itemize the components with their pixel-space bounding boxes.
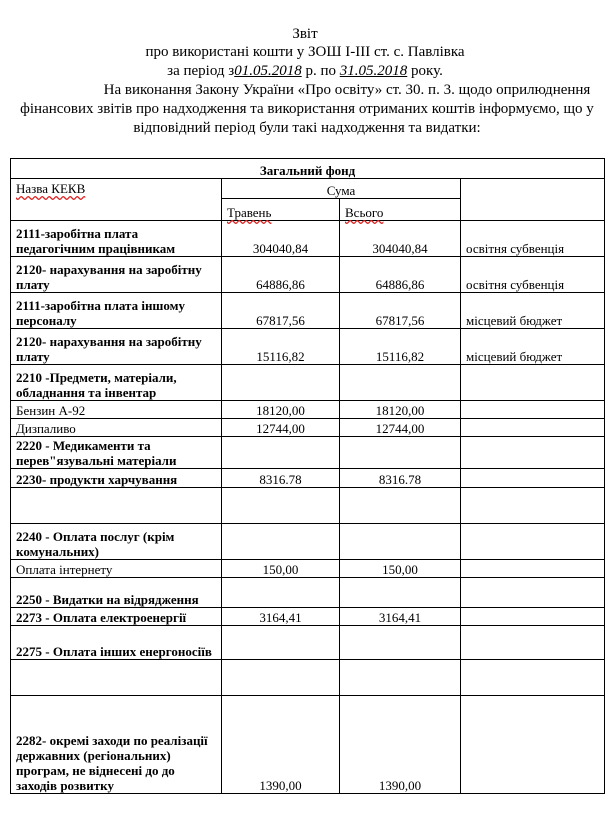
table-row <box>11 469 605 488</box>
row-total-value <box>340 488 461 524</box>
row-source <box>461 437 605 469</box>
col-header-sum: Сума <box>222 179 461 199</box>
row-total-value: 15116,82 <box>340 329 461 365</box>
row-name: 2240 - Оплата послуг (крім комунальних) <box>11 524 222 560</box>
table-row <box>11 365 605 401</box>
row-source <box>461 401 605 419</box>
row-total-value: 18120,00 <box>340 401 461 419</box>
table-row <box>11 419 605 437</box>
row-name <box>11 660 222 696</box>
row-total-value: 8316.78 <box>340 469 461 488</box>
row-total-value: 1390,00 <box>340 696 461 794</box>
row-month-value: 67817,56 <box>222 293 340 329</box>
row-month-value: 304040,84 <box>222 221 340 257</box>
row-name: 2230- продукти харчування <box>11 469 222 488</box>
table-row <box>11 293 605 329</box>
row-source: місцевий бюджет <box>461 293 605 329</box>
row-total-value: 12744,00 <box>340 419 461 437</box>
row-source <box>461 365 605 401</box>
row-source <box>461 660 605 696</box>
row-total-value <box>340 437 461 469</box>
col-header-total: Всього <box>340 199 461 221</box>
row-source <box>461 608 605 626</box>
row-source <box>461 469 605 488</box>
row-name: 2111-заробітна плата педагогічним працівникам <box>11 221 222 257</box>
row-month-value <box>222 365 340 401</box>
table-row <box>11 578 605 608</box>
fund-title: Загальний фонд <box>11 159 605 179</box>
intro-paragraph: На виконання Закону України «Про освіту» ст. 30. п. 3. щодо оприлюднення фінансових звітів про надходження та використання отриманих коштів інформуємо, що у відповідний період були такі надходження та видатки: <box>20 82 594 136</box>
report-title: Звіт <box>292 26 318 42</box>
row-source <box>461 560 605 578</box>
period-suffix: року. <box>407 63 443 79</box>
table-row <box>11 696 605 794</box>
table-row <box>11 401 605 419</box>
table-row <box>11 221 605 257</box>
table-row <box>11 437 605 469</box>
table-row <box>11 608 605 626</box>
row-name: Оплата інтернету <box>11 560 222 578</box>
expenses-table <box>10 158 605 794</box>
row-source: освітня субвенція <box>461 257 605 293</box>
row-total-value <box>340 626 461 660</box>
row-source: освітня субвенція <box>461 221 605 257</box>
row-total-value <box>340 524 461 560</box>
row-name: 2111-заробітна плата іншому персоналу <box>11 293 222 329</box>
row-name: 2120- нарахування на заробітну плату <box>11 257 222 293</box>
row-name: 2282- окремі заходи по реалізації державних (регіональних) програм, не віднесені до до заходів розвитку <box>11 696 222 794</box>
row-total-value <box>340 365 461 401</box>
row-name: 2120- нарахування на заробітну плату <box>11 329 222 365</box>
date-from: 01.05.2018 <box>234 63 302 79</box>
col-header-source <box>461 179 605 221</box>
date-to: 31.05.2018 <box>339 63 408 79</box>
row-name: 2250 - Видатки на відрядження <box>11 578 222 608</box>
report-period <box>0 62 610 80</box>
table-row <box>11 488 605 524</box>
row-source <box>461 578 605 608</box>
row-month-value: 64886,86 <box>222 257 340 293</box>
row-total-value <box>340 578 461 608</box>
row-total-value: 304040,84 <box>340 221 461 257</box>
row-total-value: 67817,56 <box>340 293 461 329</box>
row-source <box>461 696 605 794</box>
table-row <box>11 660 605 696</box>
col-header-month: Травень <box>222 199 340 221</box>
table-row <box>11 560 605 578</box>
table-row <box>11 329 605 365</box>
row-month-value: 8316.78 <box>222 469 340 488</box>
row-month-value <box>222 626 340 660</box>
row-month-value <box>222 660 340 696</box>
row-source <box>461 488 605 524</box>
row-source <box>461 524 605 560</box>
row-month-value: 3164,41 <box>222 608 340 626</box>
period-mid: р. по <box>301 63 340 79</box>
row-month-value: 1390,00 <box>222 696 340 794</box>
row-name: Дизпаливо <box>11 419 222 437</box>
row-month-value: 18120,00 <box>222 401 340 419</box>
row-month-value <box>222 437 340 469</box>
col-header-name: Назва КЕКВ <box>11 179 222 221</box>
table-row <box>11 524 605 560</box>
row-source <box>461 626 605 660</box>
report-subtitle: про використані кошти у ЗОШ І-ІІІ ст. с. Павлівка <box>145 44 465 60</box>
row-source: місцевий бюджет <box>461 329 605 365</box>
period-prefix: за період з <box>167 63 235 79</box>
row-name: 2275 - Оплата інших енергоносіїв <box>11 626 222 660</box>
row-month-value <box>222 524 340 560</box>
row-name: 2210 -Предмети, матеріали, обладнання та інвентар <box>11 365 222 401</box>
row-total-value <box>340 660 461 696</box>
row-name: 2273 - Оплата електроенергії <box>11 608 222 626</box>
row-name: 2220 - Медикаменти та перев"язувальні матеріали <box>11 437 222 469</box>
table-body <box>11 221 605 794</box>
table-row <box>11 626 605 660</box>
row-month-value <box>222 488 340 524</box>
table-row <box>11 257 605 293</box>
row-name: Бензин А-92 <box>11 401 222 419</box>
row-total-value: 3164,41 <box>340 608 461 626</box>
row-month-value: 12744,00 <box>222 419 340 437</box>
row-month-value <box>222 578 340 608</box>
row-source <box>461 419 605 437</box>
row-month-value: 150,00 <box>222 560 340 578</box>
row-total-value: 64886,86 <box>340 257 461 293</box>
row-name <box>11 488 222 524</box>
row-month-value: 15116,82 <box>222 329 340 365</box>
row-total-value: 150,00 <box>340 560 461 578</box>
